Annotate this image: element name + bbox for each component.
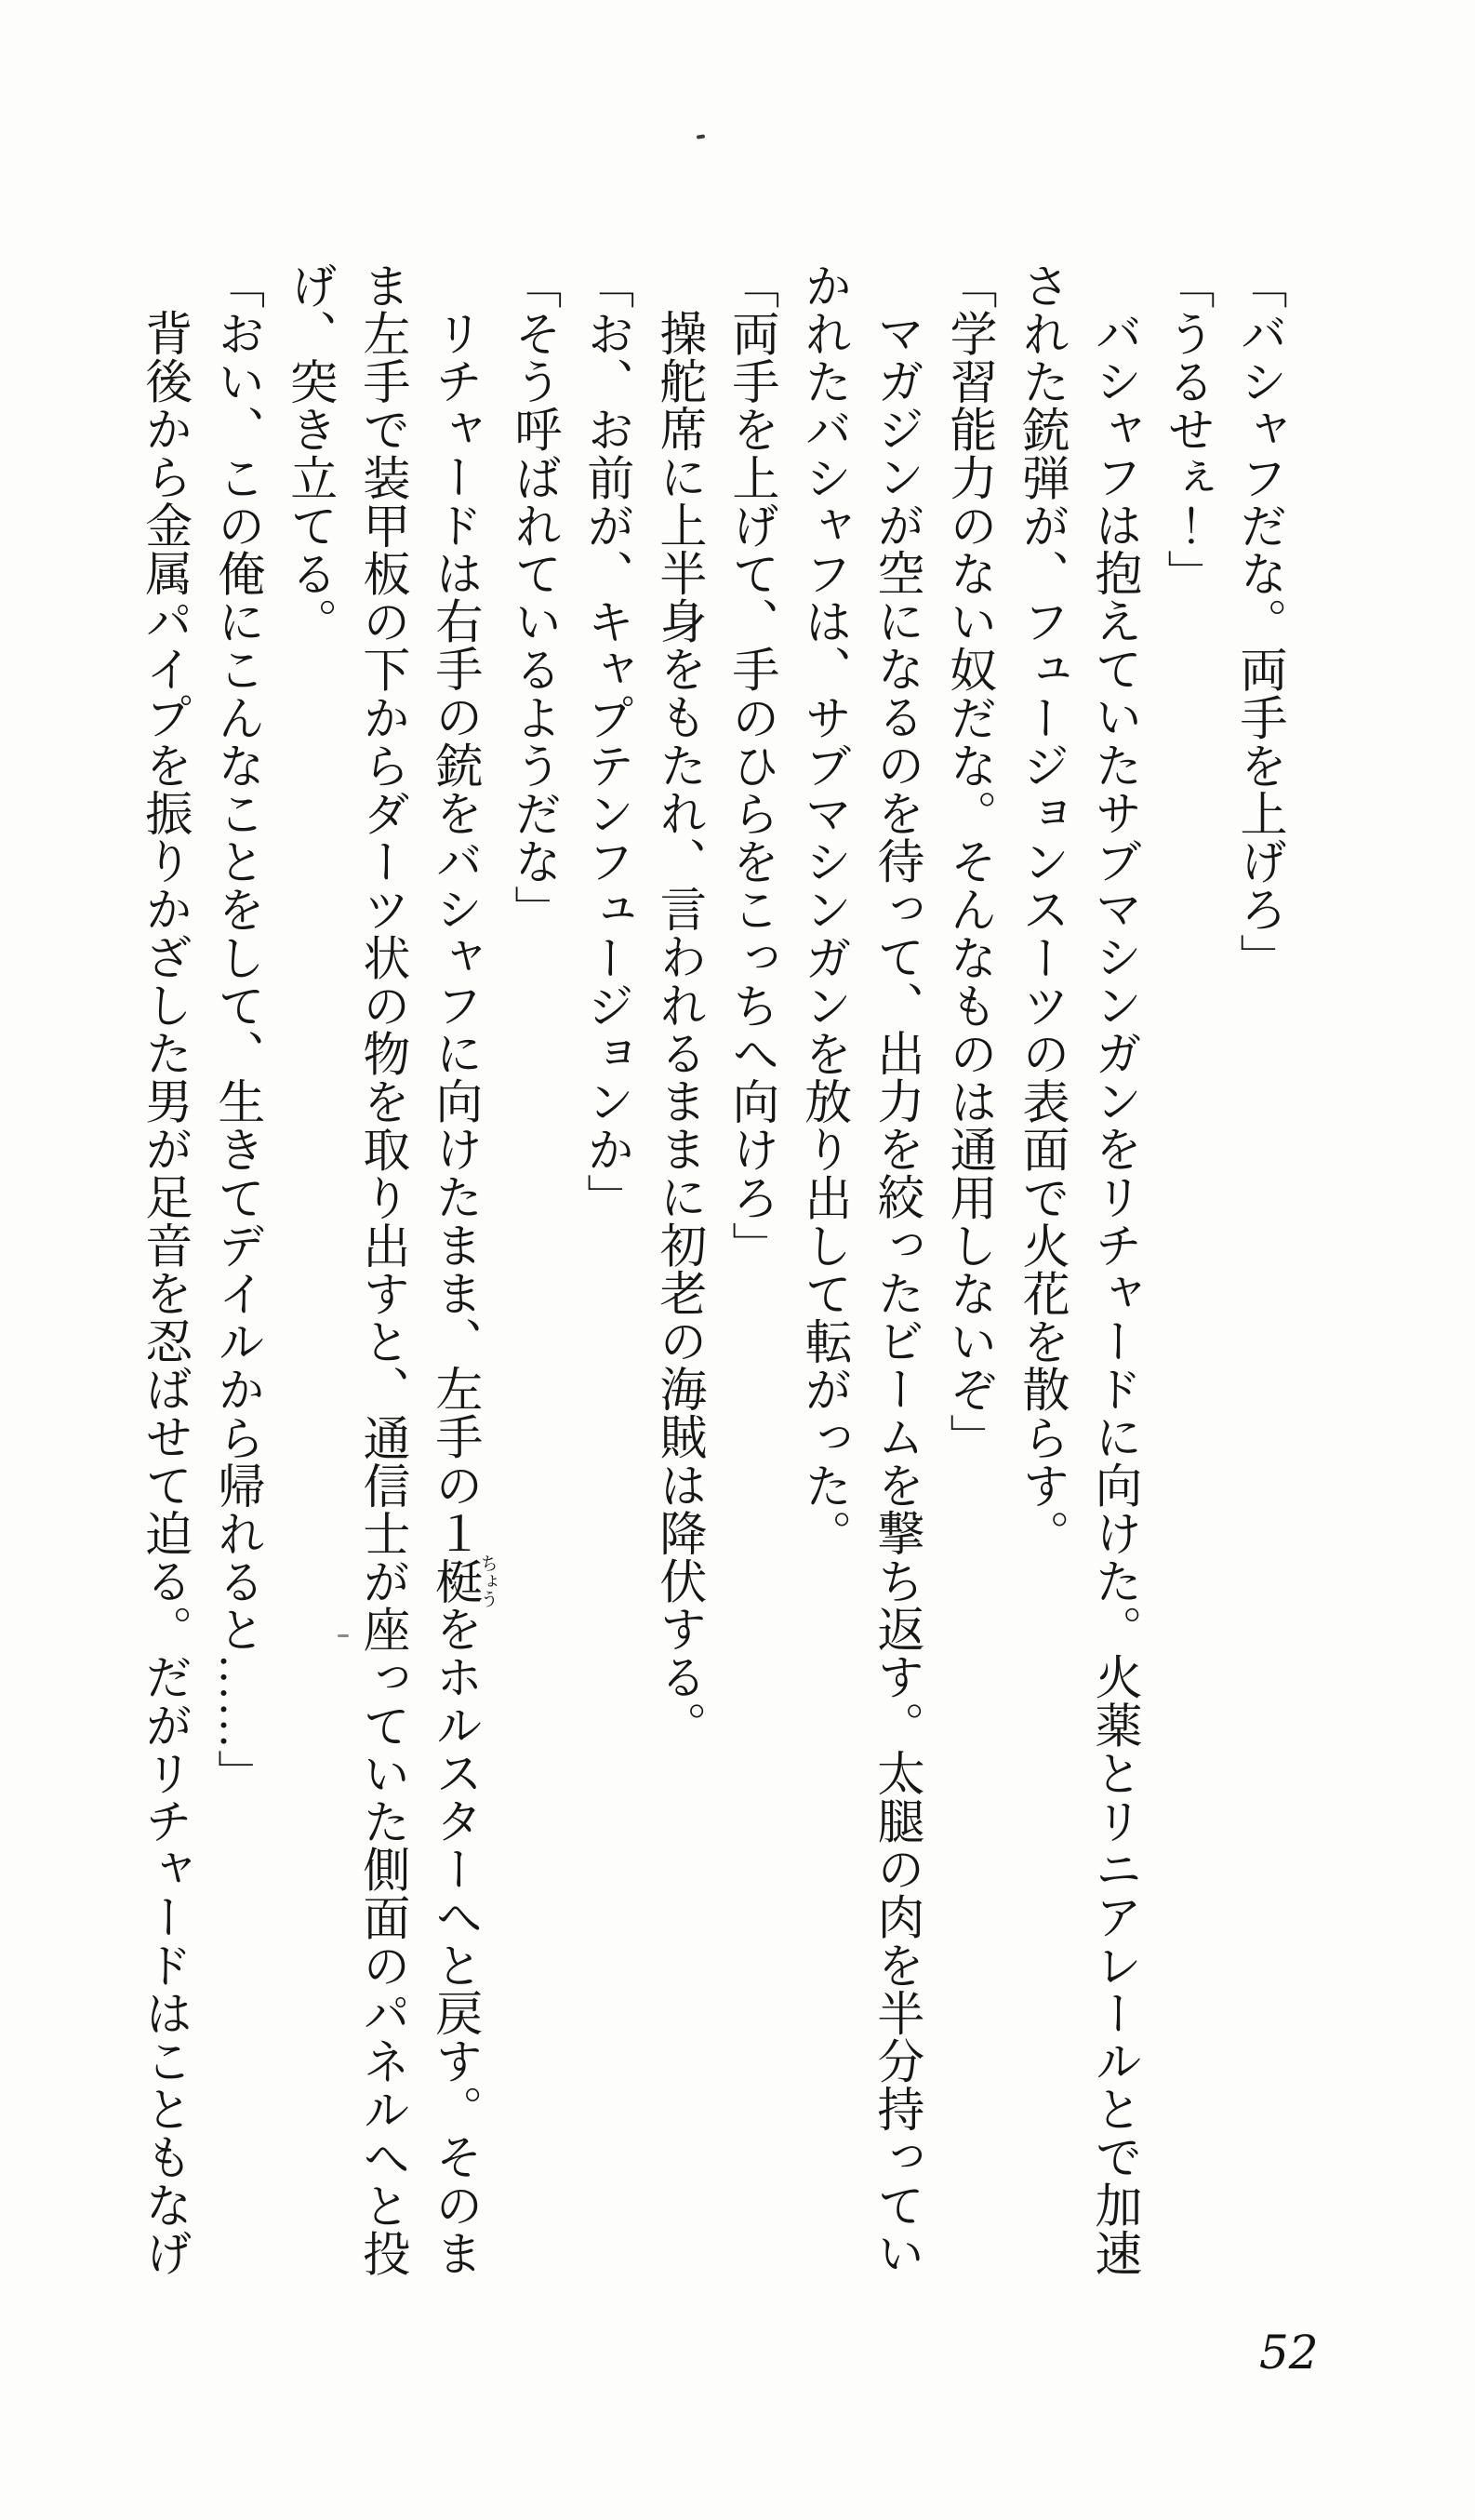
text-line: リチャードは右手の銃をバシャフに向けたまま、左手の１梃ちょうをホルスターへと戻す。そのま bbox=[427, 309, 498, 2277]
text-line: 操舵席に上半身をもたれ、言われるままに初老の海賊は降伏する。 bbox=[651, 309, 704, 1749]
text-line: 「うるせぇ！」 bbox=[1159, 261, 1212, 598]
text-line: げ、突き立てる。 bbox=[282, 261, 335, 646]
text-line: 「そう呼ばれているようだな」 bbox=[506, 261, 559, 934]
page-number: 52 bbox=[1259, 2326, 1319, 2380]
text-line: かれたバシャフは、サブマシンガンを放り出して転がった。 bbox=[796, 261, 849, 1558]
text-line: 「両手を上げて、手のひらをこっちへ向けろ」 bbox=[724, 261, 777, 1270]
text-line: マガジンが空になるのを待って、出力を絞ったビームを撃ち返す。太腿の肉を半分持ってい bbox=[869, 309, 922, 2277]
text-line: された銃弾が、フュージョンスーツの表面で火花を散らす。 bbox=[1014, 261, 1067, 1558]
text-line: 「バシャフだな。両手を上げろ」 bbox=[1232, 261, 1284, 981]
text-line: 「学習能力のない奴だな。そんなものは通用しないぞ」 bbox=[941, 261, 994, 1461]
text-line: バシャフは抱えていたサブマシンガンをリチャードに向けた。火薬とリニアレールとで加速 bbox=[1086, 309, 1139, 2277]
text-line: 「お、お前が、キャプテンフュージョンか」 bbox=[578, 261, 631, 1221]
furigana-ruby: 梃ちょう bbox=[427, 1553, 498, 1608]
scan-artifact-dot bbox=[697, 134, 705, 139]
text-line: ま左手で装甲板の下からダーツ状の物を取り出すと、通信士が座っていた側面のパネルへと投 bbox=[354, 261, 407, 2278]
scan-artifact-dash bbox=[338, 1634, 349, 1637]
vertical-text-block bbox=[127, 261, 1295, 2280]
text-line: 「おい、この俺にこんなことをして、生きてデイルから帰れると……」 bbox=[209, 261, 262, 1798]
text-line: 背後から金属パイプを振りかざした男が足音を忍ばせて迫る。だがリチャードはこともなげ bbox=[137, 309, 190, 2277]
